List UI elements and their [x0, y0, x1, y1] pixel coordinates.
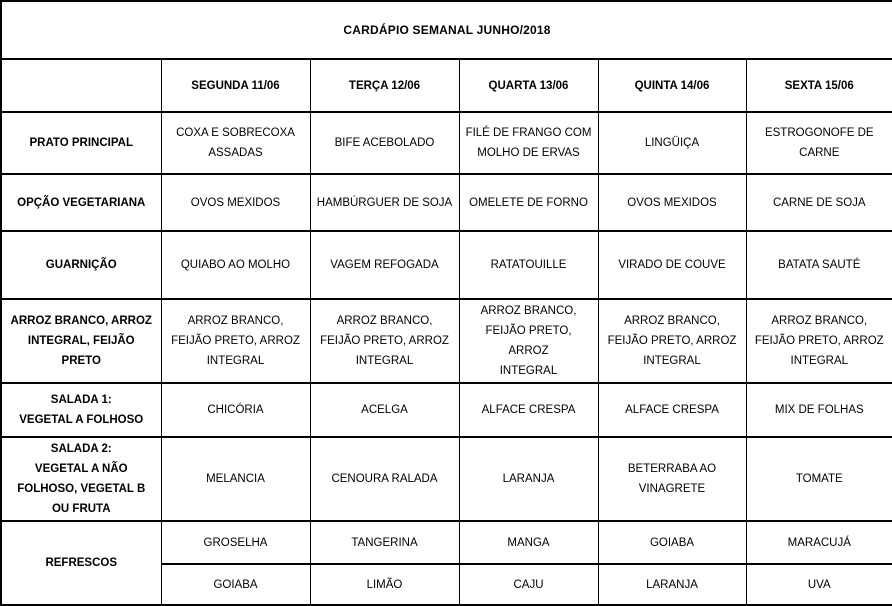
menu-cell: LARANJA [598, 564, 746, 605]
col-header-terca: TERÇA 12/06 [310, 59, 459, 112]
menu-cell: CHICÓRIA [161, 383, 310, 437]
menu-cell: ARROZ BRANCO, FEIJÃO PRETO, ARROZ INTEGRAL [310, 299, 459, 383]
menu-cell: ALFACE CRESPA [459, 383, 598, 437]
menu-cell: MIX DE FOLHAS [746, 383, 892, 437]
col-header-segunda: SEGUNDA 11/06 [161, 59, 310, 112]
menu-cell: ARROZ BRANCO, FEIJÃO PRETO, ARROZ INTEGRAL [598, 299, 746, 383]
menu-cell: GROSELHA [161, 521, 310, 564]
day-header-row [1, 59, 892, 112]
row-header-salada-2: SALADA 2: VEGETAL A NÃO FOLHOSO, VEGETAL B OU FRUTA [1, 437, 161, 521]
menu-cell: MELANCIA [161, 437, 310, 521]
menu-cell: OMELETE DE FORNO [459, 174, 598, 231]
menu-cell: OVOS MEXIDOS [598, 174, 746, 231]
menu-cell: RATATOUILLE [459, 231, 598, 299]
table-row [1, 437, 892, 521]
menu-cell: MARACUJÁ [746, 521, 892, 564]
menu-cell: ALFACE CRESPA [598, 383, 746, 437]
menu-cell: GOIABA [598, 521, 746, 564]
menu-cell: TOMATE [746, 437, 892, 521]
col-header-sexta: SEXTA 15/06 [746, 59, 892, 112]
menu-cell: CENOURA RALADA [310, 437, 459, 521]
menu-cell: BETERRABA AO VINAGRETE [598, 437, 746, 521]
menu-cell: GOIABA [161, 564, 310, 605]
menu-cell: UVA [746, 564, 892, 605]
menu-cell: VAGEM REFOGADA [310, 231, 459, 299]
menu-cell: CARNE DE SOJA [746, 174, 892, 231]
menu-cell: LARANJA [459, 437, 598, 521]
menu-cell: FILÉ DE FRANGO COM MOLHO DE ERVAS [459, 112, 598, 174]
menu-cell: CAJU [459, 564, 598, 605]
menu-cell: ACELGA [310, 383, 459, 437]
menu-cell: LIMÃO [310, 564, 459, 605]
menu-cell: BATATA SAUTÉ [746, 231, 892, 299]
table-row [1, 231, 892, 299]
col-header-quinta: QUINTA 14/06 [598, 59, 746, 112]
corner-cell [1, 59, 161, 112]
menu-cell: QUIABO AO MOLHO [161, 231, 310, 299]
row-header-arroz-feijao: ARROZ BRANCO, ARROZ INTEGRAL, FEIJÃO PRETO [1, 299, 161, 383]
menu-cell: COXA E SOBRECOXA ASSADAS [161, 112, 310, 174]
menu-cell: VIRADO DE COUVE [598, 231, 746, 299]
row-header-salada-1: SALADA 1: VEGETAL A FOLHOSO [1, 383, 161, 437]
row-header-opcao-vegetariana: OPÇÃO VEGETARIANA [1, 174, 161, 231]
menu-cell: HAMBÚRGUER DE SOJA [310, 174, 459, 231]
menu-cell: ARROZ BRANCO, FEIJÃO PRETO, ARROZ INTEGRAL [746, 299, 892, 383]
menu-cell: TANGERINA [310, 521, 459, 564]
table-row [1, 383, 892, 437]
title-row [1, 1, 892, 59]
col-header-quarta: QUARTA 13/06 [459, 59, 598, 112]
menu-cell: MANGA [459, 521, 598, 564]
row-header-refrescos: REFRESCOS [1, 521, 161, 605]
row-header-guarnicao: GUARNIÇÃO [1, 231, 161, 299]
table-row [1, 112, 892, 174]
menu-cell: ARROZ BRANCO, FEIJÃO PRETO, ARROZ INTEGRAL [161, 299, 310, 383]
menu-cell: OVOS MEXIDOS [161, 174, 310, 231]
table-row [1, 174, 892, 231]
table-row [1, 521, 892, 564]
menu-cell: ARROZ BRANCO, FEIJÃO PRETO, ARROZ INTEGRAL [459, 299, 598, 383]
row-header-prato-principal: PRATO PRINCIPAL [1, 112, 161, 174]
menu-cell: BIFE ACEBOLADO [310, 112, 459, 174]
menu-cell: ESTROGONOFE DE CARNE [746, 112, 892, 174]
table-row [1, 299, 892, 383]
menu-cell: LINGÜIÇA [598, 112, 746, 174]
menu-title: CARDÁPIO SEMANAL JUNHO/2018 [1, 1, 892, 59]
